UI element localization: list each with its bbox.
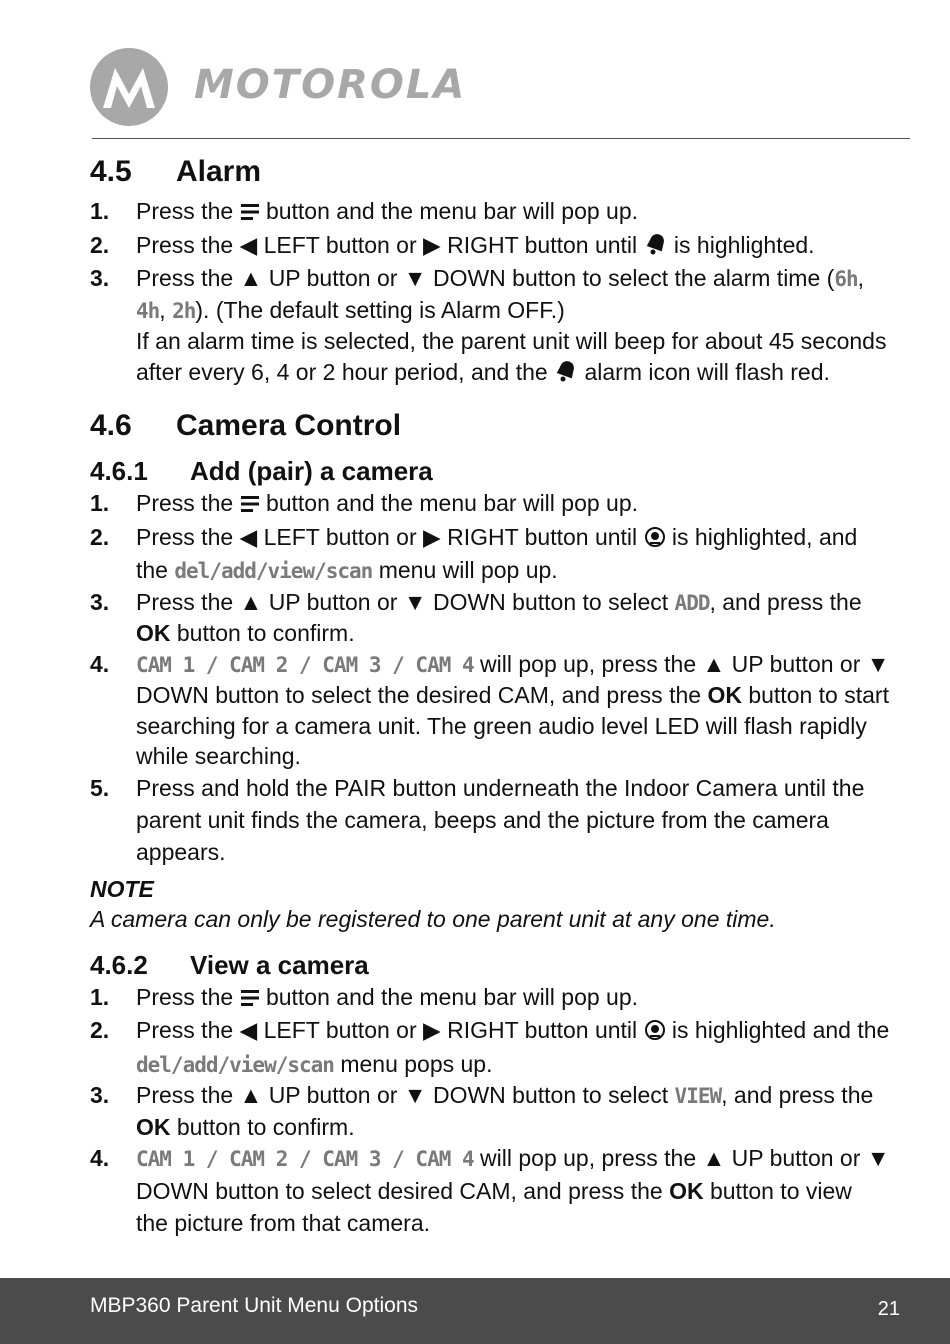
- list-item: 4. CAM 1 / CAM 2 / CAM 3 / CAM 4 will pop up, press the ▲ UP button or ▼ DOWN button to select desired CAM, and press the OK button to view the picture from that camera.: [90, 1145, 890, 1236]
- list-item: 5. Press and hold the PAIR button underneath the Indoor Camera until the parent unit finds the camera, beeps and the picture from the camera appears.: [90, 774, 865, 865]
- alarm-bell-icon: [554, 359, 578, 391]
- list-item: 2. Press the ◀ LEFT button or ▶ RIGHT button until is highlighted, and the del/add/view/scan menu will pop up.: [90, 523, 858, 583]
- motorola-batwing-logo-icon: [90, 48, 168, 126]
- list-item: 2. Press the ◀ LEFT button or ▶ RIGHT button until is highlighted and the del/add/view/scan menu pops up.: [90, 1017, 890, 1077]
- view-camera-steps: [90, 982, 890, 1240]
- menu-icon: [240, 491, 260, 522]
- list-item: 3. Press the ▲ UP button or ▼ DOWN button to select ADD, and press the OK button to confirm.: [90, 588, 862, 646]
- lcd-menu-text: del/add/view/scan: [136, 1052, 334, 1077]
- alarm-option-6h: 6h: [834, 267, 858, 291]
- alarm-bell-icon: [644, 232, 668, 264]
- lcd-option-view: VIEW: [674, 1084, 722, 1108]
- page-footer: [0, 1278, 950, 1344]
- camera-icon: [644, 525, 666, 556]
- note-text: A camera can only be registered to one parent unit at any one time.: [90, 905, 776, 932]
- list-item: 3. Press the ▲ UP button or ▼ DOWN button to select VIEW, and press the OK button to confirm.: [90, 1082, 874, 1140]
- section-heading-alarm: 4.5 Alarm: [90, 155, 262, 188]
- lcd-cam-list: CAM 1 / CAM 2 / CAM 3 / CAM 4: [136, 652, 474, 677]
- alarm-steps: [90, 196, 890, 390]
- camera-icon: [644, 1018, 666, 1049]
- alarm-option-2h: 2h: [172, 298, 196, 323]
- page-content: [90, 152, 890, 1239]
- subsection-heading-add-camera: 4.6.1 Add (pair) a camera: [90, 456, 433, 486]
- menu-icon: [240, 199, 260, 230]
- list-item: 3. Press the ▲ UP button or ▼ DOWN button to select the alarm time (6h, 4h, 2h). (The default setting is Alarm OFF.) If an alarm time is selected, the parent unit will beep for about 45 seconds after every 6, 4 or 2 hour period, and the alarm icon will flash red.: [90, 263, 890, 390]
- page-header: [88, 44, 910, 140]
- list-item: 2. Press the ◀ LEFT button or ▶ RIGHT button until is highlighted.: [90, 230, 890, 264]
- subsection-heading-view-camera: 4.6.2 View a camera: [90, 949, 369, 980]
- add-camera-steps: [90, 488, 890, 868]
- lcd-option-add: ADD: [674, 590, 710, 615]
- brand-wordmark: MOTOROLA: [194, 62, 467, 108]
- menu-icon: [240, 985, 260, 1016]
- page-number: 21: [877, 1298, 900, 1320]
- lcd-cam-list: CAM 1 / CAM 2 / CAM 3 / CAM 4: [136, 1147, 474, 1171]
- list-item: 1. Press the button and the menu bar will pop up.: [90, 982, 890, 1016]
- footer-title: MBP360 Parent Unit Menu Options: [90, 1294, 419, 1317]
- note-title: NOTE: [90, 875, 154, 902]
- alarm-option-4h: 4h: [136, 298, 160, 323]
- list-item: 4. CAM 1 / CAM 2 / CAM 3 / CAM 4 will pop up, press the ▲ UP button or ▼ DOWN button to select the desired CAM, and press the OK button to start searching for a camera unit. The green audio level LED will flash rapidly while searching.: [90, 650, 890, 769]
- header-divider: [92, 138, 910, 139]
- list-item: 1. Press the button and the menu bar will pop up.: [90, 488, 890, 522]
- list-item: 1. Press the button and the menu bar will pop up.: [90, 196, 890, 230]
- section-heading-camera-control: 4.6 Camera Control: [90, 409, 402, 442]
- lcd-menu-text: del/add/view/scan: [174, 559, 373, 583]
